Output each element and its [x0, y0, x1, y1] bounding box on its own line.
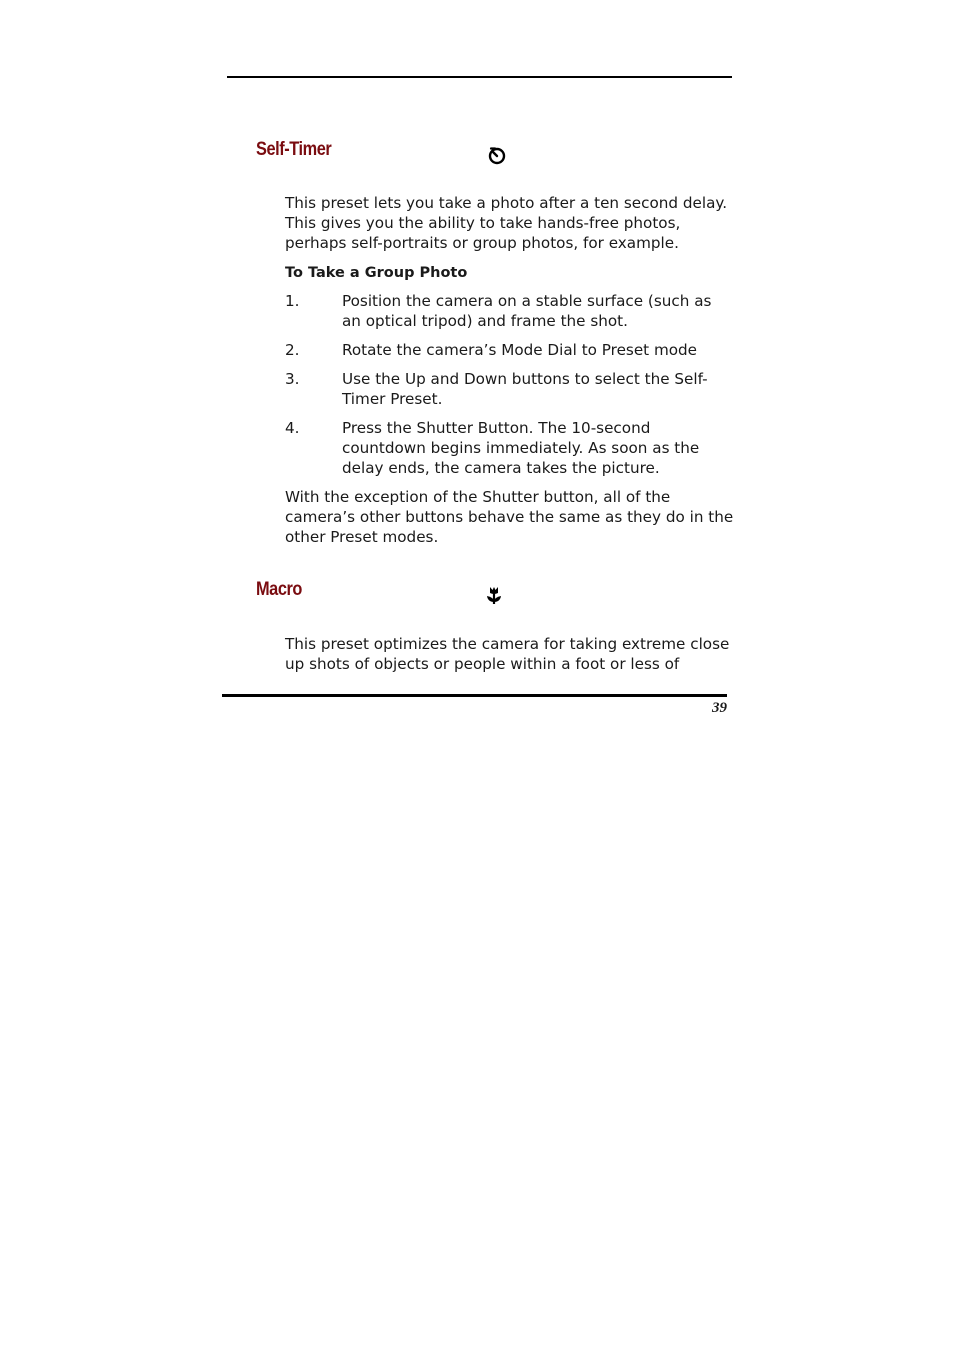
- step-number: 1.: [285, 292, 300, 310]
- step-number: 2.: [285, 341, 300, 359]
- step-text: Press the Shutter Button. The 10-second countdown begins immediately. As soon as the delay ends, the camera takes the picture.: [342, 419, 700, 477]
- group-photo-subheading: To Take a Group Photo: [285, 265, 468, 281]
- header-rule: [227, 76, 732, 78]
- section-heading-self-timer: Self-Timer: [256, 139, 332, 160]
- step-text: Position the camera on a stable surface (such as an optical tripod) and frame the shot.: [342, 292, 712, 330]
- page-number: 39: [712, 700, 727, 716]
- self-timer-note: With the exception of the Shutter button, all of the camera’s other buttons behave the same as they do in the other Preset modes.: [285, 488, 734, 546]
- macro-intro: This preset optimizes the camera for taking extreme close up shots of objects or people within a foot or less of: [285, 635, 730, 673]
- self-timer-icon: [487, 145, 507, 165]
- footer-rule: [222, 694, 727, 697]
- step-number: 3.: [285, 370, 300, 388]
- section-heading-macro: Macro: [256, 579, 302, 600]
- macro-flower-icon: [485, 585, 503, 605]
- step-text: Rotate the camera’s Mode Dial to Preset mode: [342, 341, 698, 359]
- step-number: 4.: [285, 419, 300, 437]
- step-text: Use the Up and Down buttons to select the Self-Timer Preset.: [342, 370, 708, 408]
- self-timer-intro: This preset lets you take a photo after a ten second delay. This gives you the ability to take hands-free photos, perhaps self-portraits or group photos, for example.: [285, 194, 728, 252]
